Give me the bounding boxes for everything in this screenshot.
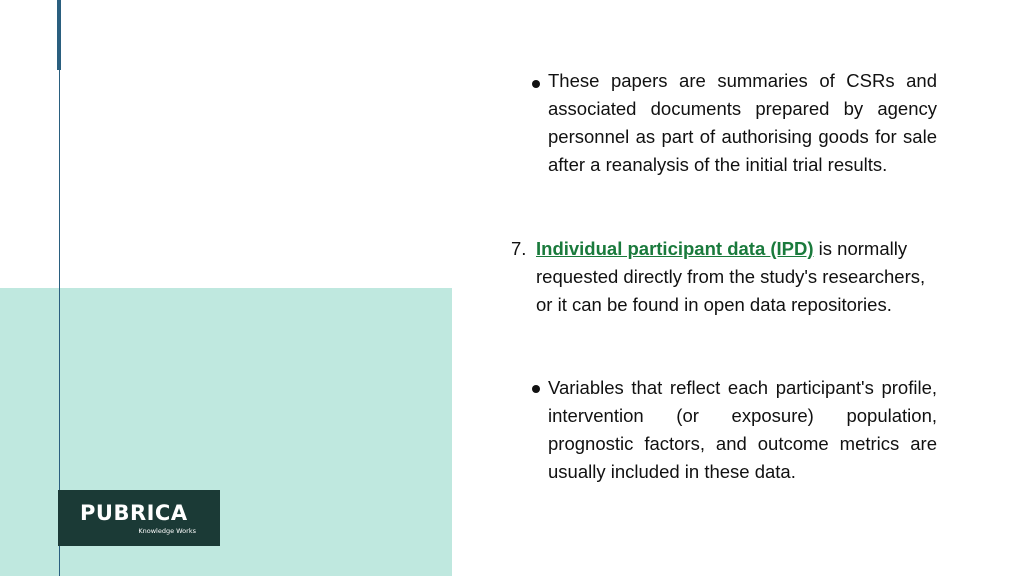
bullet-paragraph-1: These papers are summaries of CSRs and associated documents prepared by agency personnel as part of authorising goods for sale after a reanalysis of the initial trial results. xyxy=(548,70,937,175)
list-number-7: 7. xyxy=(511,238,527,259)
logo-tagline: Knowledge Works xyxy=(138,527,196,535)
ipd-description: is normally requested directly from the study's researchers, or it can be found in open data repositories. xyxy=(536,238,926,315)
bullet-dot-2 xyxy=(532,385,540,393)
pubrica-logo xyxy=(58,490,220,546)
numbered-paragraph-7 xyxy=(536,235,936,319)
bullet-dot-1 xyxy=(532,80,540,88)
bullet-paragraph-2: Variables that reflect each participant's profile, intervention (or exposure) population, prognostic factors, and outcome metrics are usually included in these data. xyxy=(548,377,937,482)
ipd-link[interactable]: Individual participant data (IPD) xyxy=(536,238,814,259)
vertical-accent-bar xyxy=(57,0,61,70)
logo-wordmark: PUBRICA xyxy=(80,501,188,525)
